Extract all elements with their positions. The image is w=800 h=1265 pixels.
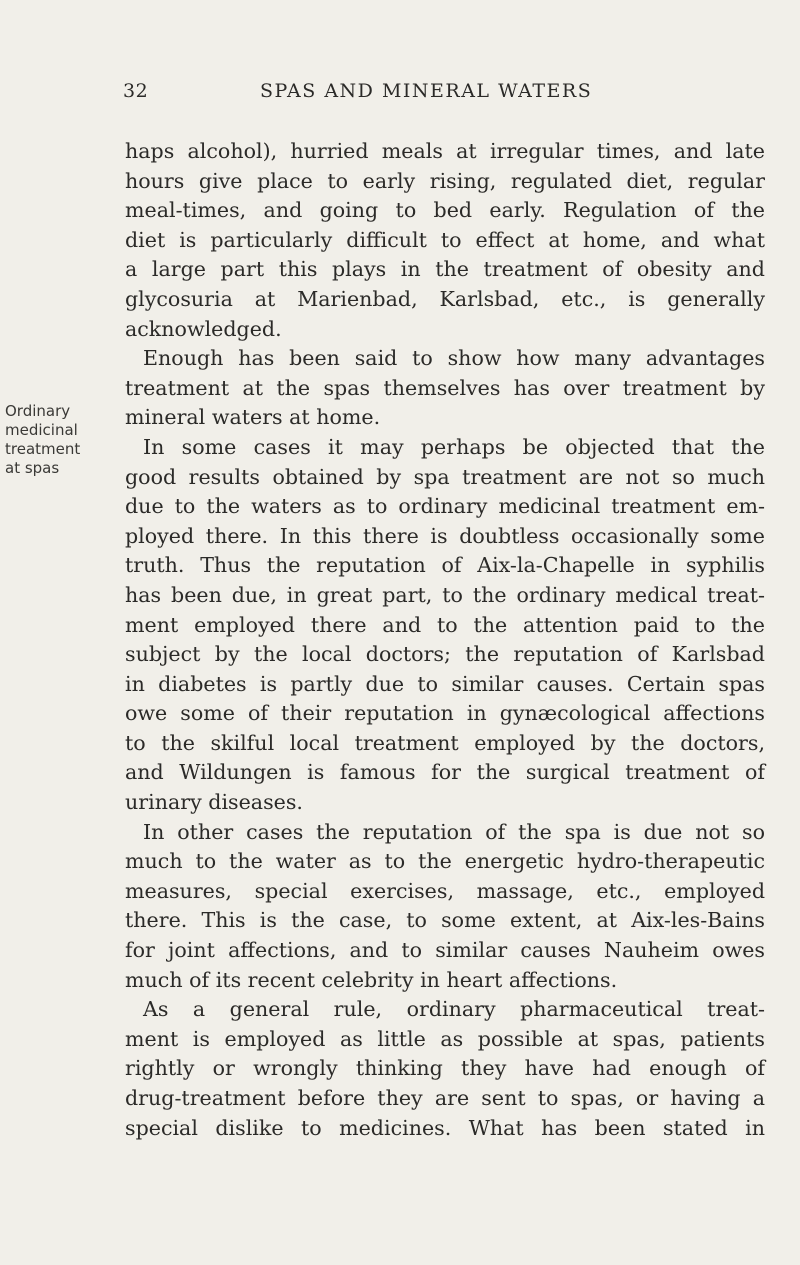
text-line: there. This is the case, to some extent, at Aix-les-Bains [125,908,765,933]
text-line: much to the water as to the energetic hydro-therapeutic [125,849,765,874]
text-line: Enough has been said to show how many advantages [143,346,765,371]
sidenote-line: at spas [5,459,60,477]
text-line: owe some of their reputation in gynæcological affections [125,701,765,726]
text-line: mineral waters at home. [125,405,381,430]
text-line: special dislike to medicines. What has been stated in [125,1115,765,1140]
text-line: hours give place to early rising, regulated diet, regular [125,168,765,193]
text-line: urinary diseases. [125,790,303,815]
text-line: ment is employed as little as possible at spas, patients [125,1026,765,1051]
text-line: haps alcohol), hurried meals at irregular times, and late [125,139,765,163]
page-number: 32 [123,80,149,102]
text-line: in diabetes is partly due to similar causes. Certain spas [125,671,765,696]
text-line: to the skilful local treatment employed by the doctors, [125,730,765,755]
sidenote-line: treatment [5,440,81,458]
text-line: a large part this plays in the treatment of obesity and [125,257,765,282]
text-line: for joint affections, and to similar causes Nauheim owes [125,938,765,963]
sidenote-line: medicinal [5,421,78,439]
text-line: treatment at the spas themselves has over treatment by [125,375,765,400]
text-line: due to the waters as to ordinary medicinal treatment em- [125,494,765,519]
text-line: drug-treatment before they are sent to spas, or having a [125,1086,765,1110]
text-line: truth. Thus the reputation of Aix-la-Chapelle in syphilis [125,553,765,578]
text-line: measures, special exercises, massage, etc., employed [125,878,765,903]
text-line: In some cases it may perhaps be objected that the [143,434,765,459]
text-line: ment employed there and to the attention paid to the [125,612,765,637]
text-line: In other cases the reputation of the spa is due not so [143,819,765,844]
margin-sidenote [5,402,105,478]
text-line: meal-times, and going to bed early. Regulation of the [125,198,765,223]
text-line: has been due, in great part, to the ordinary medical treat- [125,582,765,607]
text-line: glycosuria at Marienbad, Karlsbad, etc., is generally [125,286,765,311]
text-line: and Wildungen is famous for the surgical treatment of [125,760,765,785]
text-line: ployed there. In this there is doubtless occasionally some [125,523,765,548]
text-line: As a general rule, ordinary pharmaceutical treat- [143,997,765,1022]
text-line: much of its recent celebrity in heart affections. [125,967,618,992]
text-line: rightly or wrongly thinking they have had enough of [125,1056,765,1081]
body-text [125,137,765,1143]
text-line: diet is particularly difficult to effect at home, and what [125,227,765,252]
text-line: subject by the local doctors; the reputation of Karlsbad [125,642,765,667]
text-line: acknowledged. [125,316,282,341]
running-head: SPAS AND MINERAL WATERS [260,80,593,102]
sidenote-line: Ordinary [5,402,71,420]
text-line: good results obtained by spa treatment are not so much [125,464,765,489]
